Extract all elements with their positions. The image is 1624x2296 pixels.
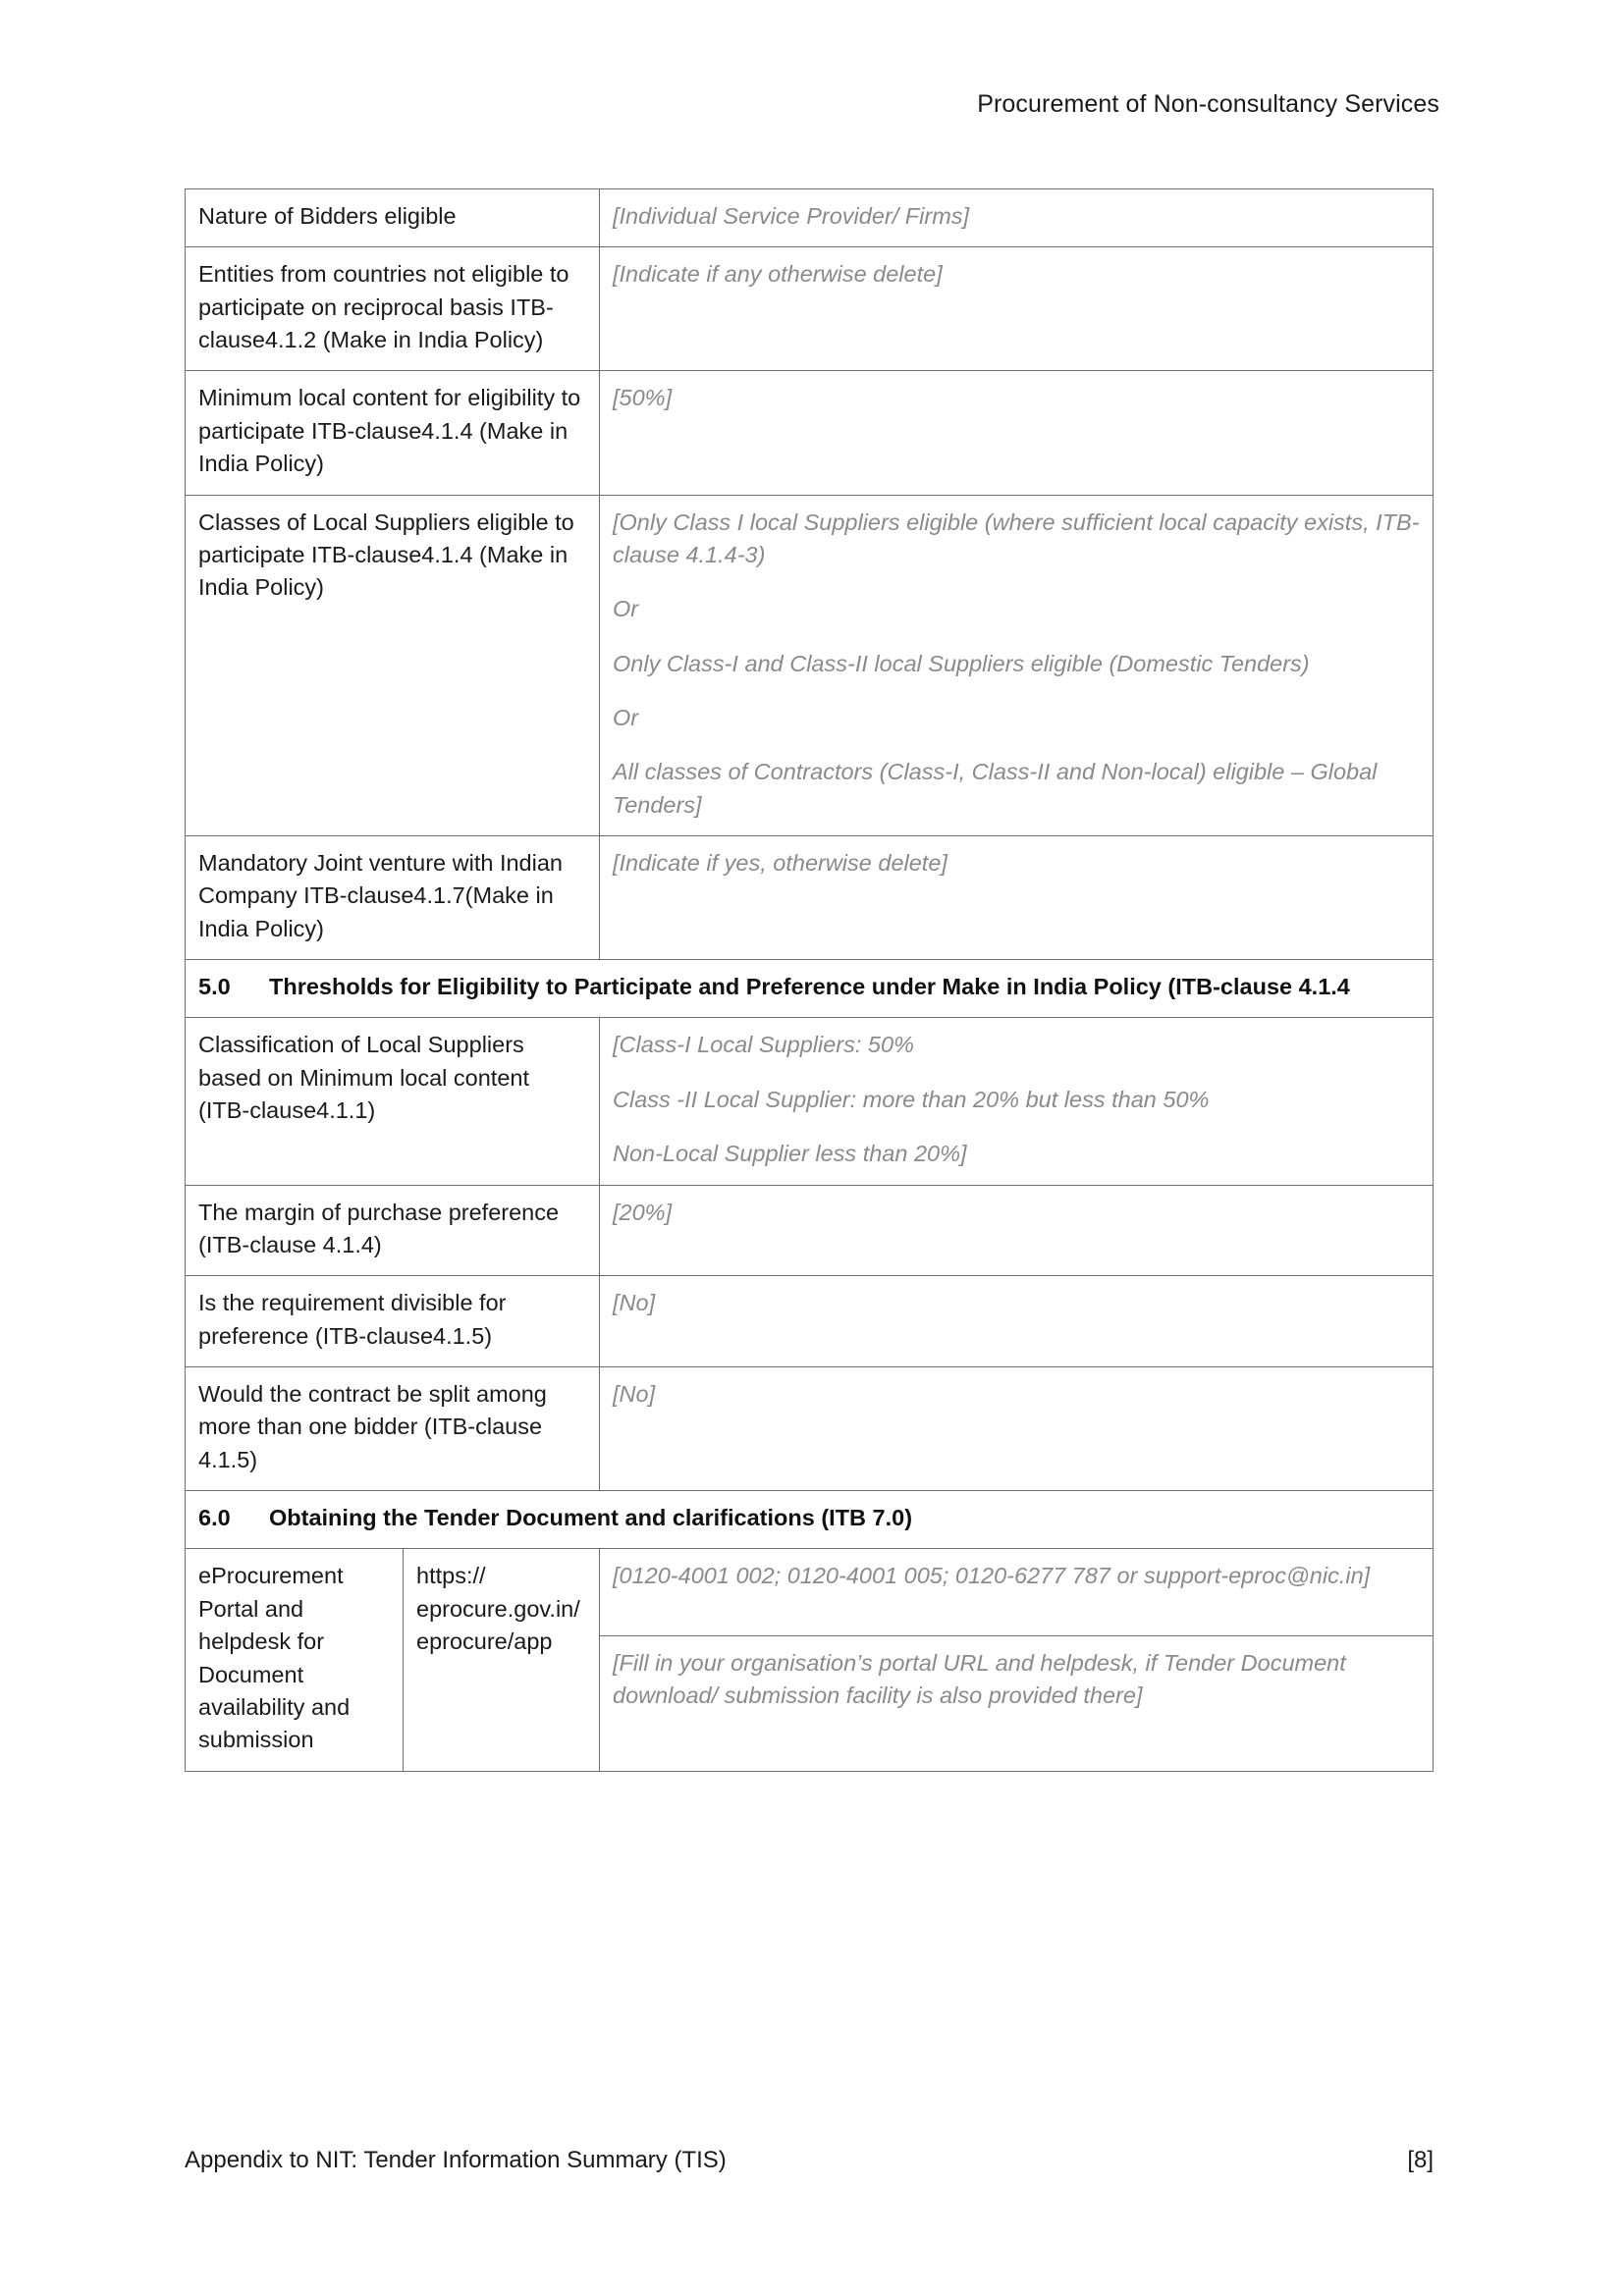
row-label: Classes of Local Suppliers eligible to participate ITB-clause4.1.4 (Make in India Policy) xyxy=(186,495,600,836)
section-heading xyxy=(186,960,1434,1018)
row-label: eProcurement Portal and helpdesk for Document availability and submission xyxy=(186,1549,404,1771)
row-label: Classification of Local Suppliers based on Minimum local content (ITB-clause4.1.1) xyxy=(186,1018,600,1185)
value-paragraph: [Class-I Local Suppliers: 50% xyxy=(613,1032,914,1058)
tis-table xyxy=(185,188,1434,1772)
table-row xyxy=(186,1276,1434,1367)
section-number: 6.0 xyxy=(198,1505,231,1531)
page-number: [8] xyxy=(1407,2147,1434,2173)
row-label: Is the requirement divisible for preference (ITB-clause4.1.5) xyxy=(186,1276,600,1367)
section-title: Thresholds for Eligibility to Participate and Preference under Make in India Policy (ITB-clause 4.1.4 xyxy=(269,974,1350,1000)
row-label: Nature of Bidders eligible xyxy=(186,189,600,247)
value-paragraph: Class -II Local Supplier: more than 20% but less than 50% xyxy=(613,1086,1210,1112)
row-label: Mandatory Joint venture with Indian Company ITB-clause4.1.7(Make in India Policy) xyxy=(186,836,600,960)
section-heading-row xyxy=(186,960,1434,1018)
row-value xyxy=(600,495,1434,836)
row-value xyxy=(600,1018,1434,1185)
row-value: [Indicate if any otherwise delete] xyxy=(600,247,1434,371)
row-label: Minimum local content for eligibility to participate ITB-clause4.1.4 (Make in India Policy) xyxy=(186,371,600,495)
value-paragraph: Or xyxy=(613,704,639,730)
value-paragraph: Non-Local Supplier less than 20%] xyxy=(613,1141,967,1167)
eprocurement-url: https:// eprocure.gov.in/ eprocure/app xyxy=(404,1549,600,1771)
section-heading xyxy=(186,1491,1434,1549)
row-value: [Indicate if yes, otherwise delete] xyxy=(600,836,1434,960)
section-heading-row xyxy=(186,1491,1434,1549)
table-row xyxy=(186,1018,1434,1185)
value-paragraph: Or xyxy=(613,596,639,622)
table-row xyxy=(186,836,1434,960)
eprocurement-helpdesk-contact: [0120-4001 002; 0120-4001 005; 0120-6277 787 or support-eproc@nic.in] xyxy=(600,1549,1434,1635)
value-paragraph: All classes of Contractors (Class-I, Class-II and Non-local) eligible – Global Tenders] xyxy=(613,759,1378,818)
row-label: Would the contract be split among more than one bidder (ITB-clause 4.1.5) xyxy=(186,1366,600,1490)
table-row xyxy=(186,1185,1434,1276)
section-title: Obtaining the Tender Document and clarifications (ITB 7.0) xyxy=(269,1505,913,1531)
eprocurement-note: [Fill in your organisation’s portal URL and helpdesk, if Tender Document download/ submission facility is also provided there] xyxy=(600,1635,1434,1771)
row-value: [No] xyxy=(600,1366,1434,1490)
row-label: The margin of purchase preference (ITB-clause 4.1.4) xyxy=(186,1185,600,1276)
table-row xyxy=(186,1366,1434,1490)
row-value: [No] xyxy=(600,1276,1434,1367)
table-row xyxy=(186,247,1434,371)
row-value: [50%] xyxy=(600,371,1434,495)
table-row xyxy=(186,189,1434,247)
table-row xyxy=(186,1549,1434,1635)
row-value: [Individual Service Provider/ Firms] xyxy=(600,189,1434,247)
page-footer xyxy=(185,2147,1434,2174)
page-header: Procurement of Non-consultancy Services xyxy=(977,90,1439,118)
tender-information-summary-table xyxy=(185,188,1434,1772)
table-row xyxy=(186,495,1434,836)
value-paragraph: Only Class-I and Class-II local Suppliers eligible (Domestic Tenders) xyxy=(613,650,1310,676)
table-row xyxy=(186,371,1434,495)
section-number: 5.0 xyxy=(198,974,231,1000)
footer-left-text: Appendix to NIT: Tender Information Summary (TIS) xyxy=(185,2147,727,2173)
row-label: Entities from countries not eligible to participate on reciprocal basis ITB-clause4.1.2 (Make in India Policy) xyxy=(186,247,600,371)
row-value: [20%] xyxy=(600,1185,1434,1276)
value-paragraph: [Only Class I local Suppliers eligible (where sufficient local capacity exists, ITB-clause 4.1.4-3) xyxy=(613,508,1420,567)
